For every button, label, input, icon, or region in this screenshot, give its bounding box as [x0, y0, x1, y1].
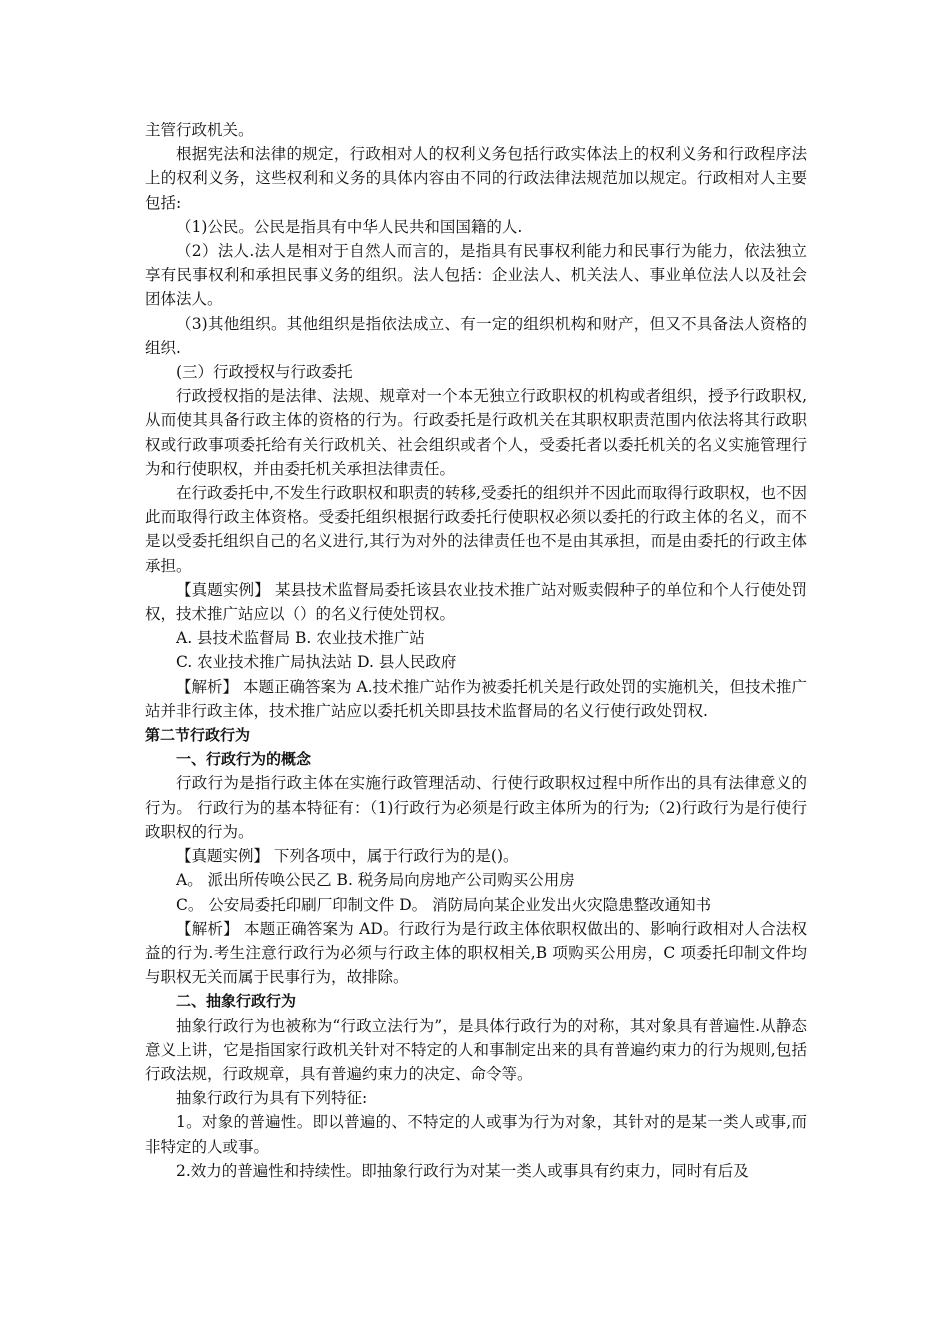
document-page — [145, 118, 807, 1183]
example-1-analysis: 【解析】 本题正确答案为 A.技术推广站作为被委托机关是行政处罚的实施机关，但技术推广站并非行政主体，技术推广站应以委托机关即县技术监督局的名义行使行政处罚权. — [145, 677, 807, 720]
example-1-options-cd: C. 农业技术推广局执法站 D. 县人民政府 — [176, 653, 457, 672]
section-heading-administrative-act: 第二节行政行为 — [145, 726, 251, 745]
paragraph-rights-obligations: 根据宪法和法律的规定，行政相对人的权利义务包括行政实体法上的权利义务和行政程序法上的权利义务，这些权利和义务的具体内容由不同的行政法律法规范加以规定。行政相对人主要包括: — [145, 145, 807, 212]
example-2-options-ab: A。 派出所传唤公民乙 B. 税务局向房地产公司购买公用房 — [176, 871, 575, 890]
paragraph-features-intro: 抽象行政行为具有下列特征: — [176, 1089, 368, 1108]
paragraph-entrustment: 在行政委托中,不发生行政职权和职责的转移,受委托的组织并不因此而取得行政职权，也不因此而取得行政主体资格。受委托组织根据行政委托行使职权必须以委托的行政主体的名义，而不是以受委托组织自己的名义进行,其行为对外的法律责任也不是由其承担，而是由委托的行政主体承担。 — [145, 484, 807, 575]
list-item-citizen: （1)公民。公民是指具有中华人民共和国国籍的人. — [176, 217, 523, 236]
example-question-2: 【真题实例】 下列各项中，属于行政行为的是()。 — [176, 847, 519, 866]
example-2-options-cd: C。 公安局委托印刷厂印制文件 D。 消防局向某企业发出火灾隐患整改通知书 — [176, 895, 712, 914]
list-item-legal-person: （2）法人.法人是相对于自然人而言的，是指具有民事权利能力和民事行为能力，依法独立享有民事权利和承担民事义务的组织。法人包括：企业法人、机关法人、事业单位法人以及社会团体法人。 — [145, 242, 807, 309]
paragraph-concept: 行政行为是指行政主体在实施行政管理活动、行使行政职权过程中所作出的具有法律意义的行为。 行政行为的基本特征有：（1)行政行为必须是行政主体所为的行为;（2)行政行为是行使行政职权的行为。 — [145, 774, 807, 841]
heading-concept: 一、行政行为的概念 — [176, 750, 312, 769]
example-question-1: 【真题实例】 某县技术监督局委托该县农业技术推广站对贩卖假种子的单位和个人行使处罚权，技术推广站应以（）的名义行使处罚权。 — [145, 580, 807, 624]
example-1-options-ab: A. 县技术监督局 B. 农业技术推广站 — [176, 629, 425, 648]
subsection-heading-authorization: (三）行政授权与行政委托 — [176, 363, 353, 382]
list-item-other-organization: （3)其他组织。其他组织是指依法成立、有一定的组织机构和财产，但又不具备法人资格的组织. — [145, 314, 807, 357]
paragraph-authorization: 行政授权指的是法律、法规、规章对一个本无独立行政职权的机构或者组织，授予行政职权,从而使其具备行政主体的资格的行为。行政委托是行政机关在其职权职责范围内依法将其行政职权或行政事项委托给有关行政机关、社会组织或者个人，受委托者以委托机关的名义实施管理行为和行使职权，并由委托机关承担法律责任。 — [145, 387, 807, 478]
heading-abstract-act: 二、抽象行政行为 — [176, 992, 297, 1011]
list-item-feature-2: 2.效力的普遍性和持续性。即抽象行政行为对某一类人或事具有约束力，同时有后及 — [176, 1161, 749, 1180]
paragraph-abstract-act: 抽象行政行为也被称为“行政立法行为”，是具体行政行为的对称，其对象具有普遍性.从静态意义上讲，它是指国家行政机关针对不特定的人和事制定出来的具有普遍约束力的行为规则,包括行政法规，行政规章，具有普遍约束力的决定、命令等。 — [145, 1016, 807, 1083]
list-item-feature-1: 1。对象的普遍性。即以普遍的、不特定的人或事为行为对象，其针对的是某一类人或事,而非特定的人或事。 — [145, 1113, 807, 1156]
paragraph-continuation: 主管行政机关。 — [145, 121, 254, 139]
example-2-analysis: 【解析】 本题正确答案为 AD。行政行为是行政主体依职权做出的、影响行政相对人合法权益的行为.考生注意行政行为必须与行政主体的职权相关,B 项购买公用房，C 项委托印制文件均与职权无关而属于民事行为，故排除。 — [145, 919, 807, 987]
